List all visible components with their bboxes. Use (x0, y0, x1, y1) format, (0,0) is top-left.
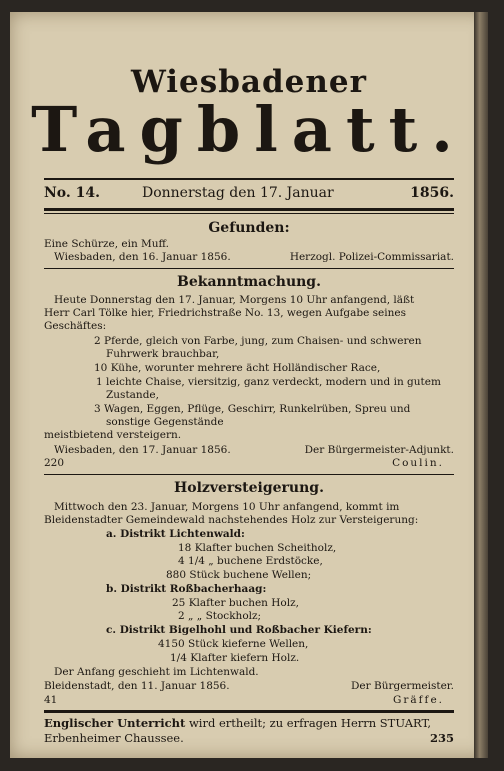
gefunden-line: Eine Schürze, ein Muff. (44, 238, 169, 250)
bek-line: 10 Kühe, worunter mehrere ächt Holländischer Race, (94, 362, 381, 374)
issue-number: No. 14. (44, 185, 100, 201)
bek-footer-right: Der Bürgermeister-Adjunkt. (304, 444, 454, 456)
issue-rule (44, 208, 454, 211)
bek-line: 2 Pferde, gleich von Farbe, jung, zum Chaisen- und schweren (94, 335, 422, 347)
holz-line: 1/4 Klafter kiefern Holz. (170, 652, 300, 664)
holz-district: a. Distrikt Lichtenwald: (106, 528, 245, 540)
holz-line: 4 1/4 „ buchene Erdstöcke, (178, 555, 323, 567)
holz-line: 4150 Stück kieferne Wellen, (158, 638, 309, 650)
englisch-line2: Erbenheimer Chaussee. (44, 731, 184, 745)
top-rule (44, 178, 454, 180)
bek-footer-left: Wiesbaden, den 17. Januar 1856. (54, 444, 231, 456)
holz-line: Bleidenstadter Gemeindewald nachstehendes Holz zur Versteigerung: (44, 514, 419, 526)
holz-footer-right: Der Bürgermeister. (351, 680, 454, 692)
bek-signature: Coulin. (392, 457, 444, 469)
englisch-number: 235 (429, 731, 454, 745)
holz-line: Mittwoch den 23. Januar, Morgens 10 Uhr anfangend, kommt im (54, 501, 400, 513)
gefunden-footer-left: Wiesbaden, den 16. Januar 1856. (54, 251, 231, 263)
holz-line: 2 „ „ Stockholz; (178, 610, 262, 622)
holz-line: 880 Stück buchene Wellen; (166, 569, 312, 581)
holz-heading: Holzversteigerung. (174, 480, 324, 496)
issue-date: Donnerstag den 17. Januar (142, 185, 334, 201)
holz-line: Der Anfang geschieht im Lichtenwald. (54, 666, 259, 678)
bek-line: Fuhrwerk brauchbar, (106, 348, 220, 360)
bek-line: Heute Donnerstag den 17. Januar, Morgens 10 Uhr anfangend, läßt (54, 294, 415, 306)
newspaper-page (10, 12, 488, 758)
gefunden-heading: Gefunden: (208, 220, 290, 236)
issue-line (44, 185, 454, 207)
bek-line: 3 Wagen, Eggen, Pflüge, Geschirr, Runkelrüben, Spreu und (94, 403, 411, 415)
englisch-text: wird ertheilt; zu erfragen Herrn STUART, (188, 716, 432, 730)
holz-signature: Gräffe. (393, 694, 444, 706)
bek-line: meistbietend versteigern. (44, 429, 182, 441)
bek-line: 1 leichte Chaise, viersitzig, ganz verdeckt, modern und in gutem (96, 376, 441, 388)
issue-rule-thin (44, 213, 454, 214)
holz-line: 25 Klafter buchen Holz, (172, 597, 299, 609)
holz-district: c. Distrikt Bigelhohl und Roßbacher Kiefern: (106, 624, 372, 636)
englisch-title: Englischer Unterricht (44, 716, 186, 730)
bek-line: sonstige Gegenstände (106, 416, 224, 428)
holz-number: 41 (44, 694, 58, 706)
section-rule-thick (44, 710, 454, 713)
holz-district: b. Distrikt Roßbacherhaag: (106, 583, 267, 595)
gefunden-footer-right: Herzogl. Polizei-Commissariat. (289, 251, 454, 263)
bek-line: Herr Carl Tölke hier, Friedrichstraße No. 13, wegen Aufgabe seines (44, 307, 406, 319)
bek-line: Geschäftes: (44, 320, 107, 332)
section-rule (44, 268, 454, 269)
bek-number: 220 (44, 457, 65, 469)
issue-year: 1856. (410, 185, 454, 201)
holz-line: Bleidenstadt, den 11. Januar 1856. (44, 680, 230, 692)
masthead-title: Tagblatt. (31, 93, 467, 166)
holz-line: 18 Klafter buchen Scheitholz, (178, 542, 337, 554)
section-rule (44, 474, 454, 475)
bekanntmachung-heading: Bekanntmachung. (177, 274, 321, 290)
englisch-line1 (44, 717, 431, 730)
bek-line: Zustande, (106, 389, 159, 401)
masthead-line1: Wiesbadener (131, 64, 367, 100)
